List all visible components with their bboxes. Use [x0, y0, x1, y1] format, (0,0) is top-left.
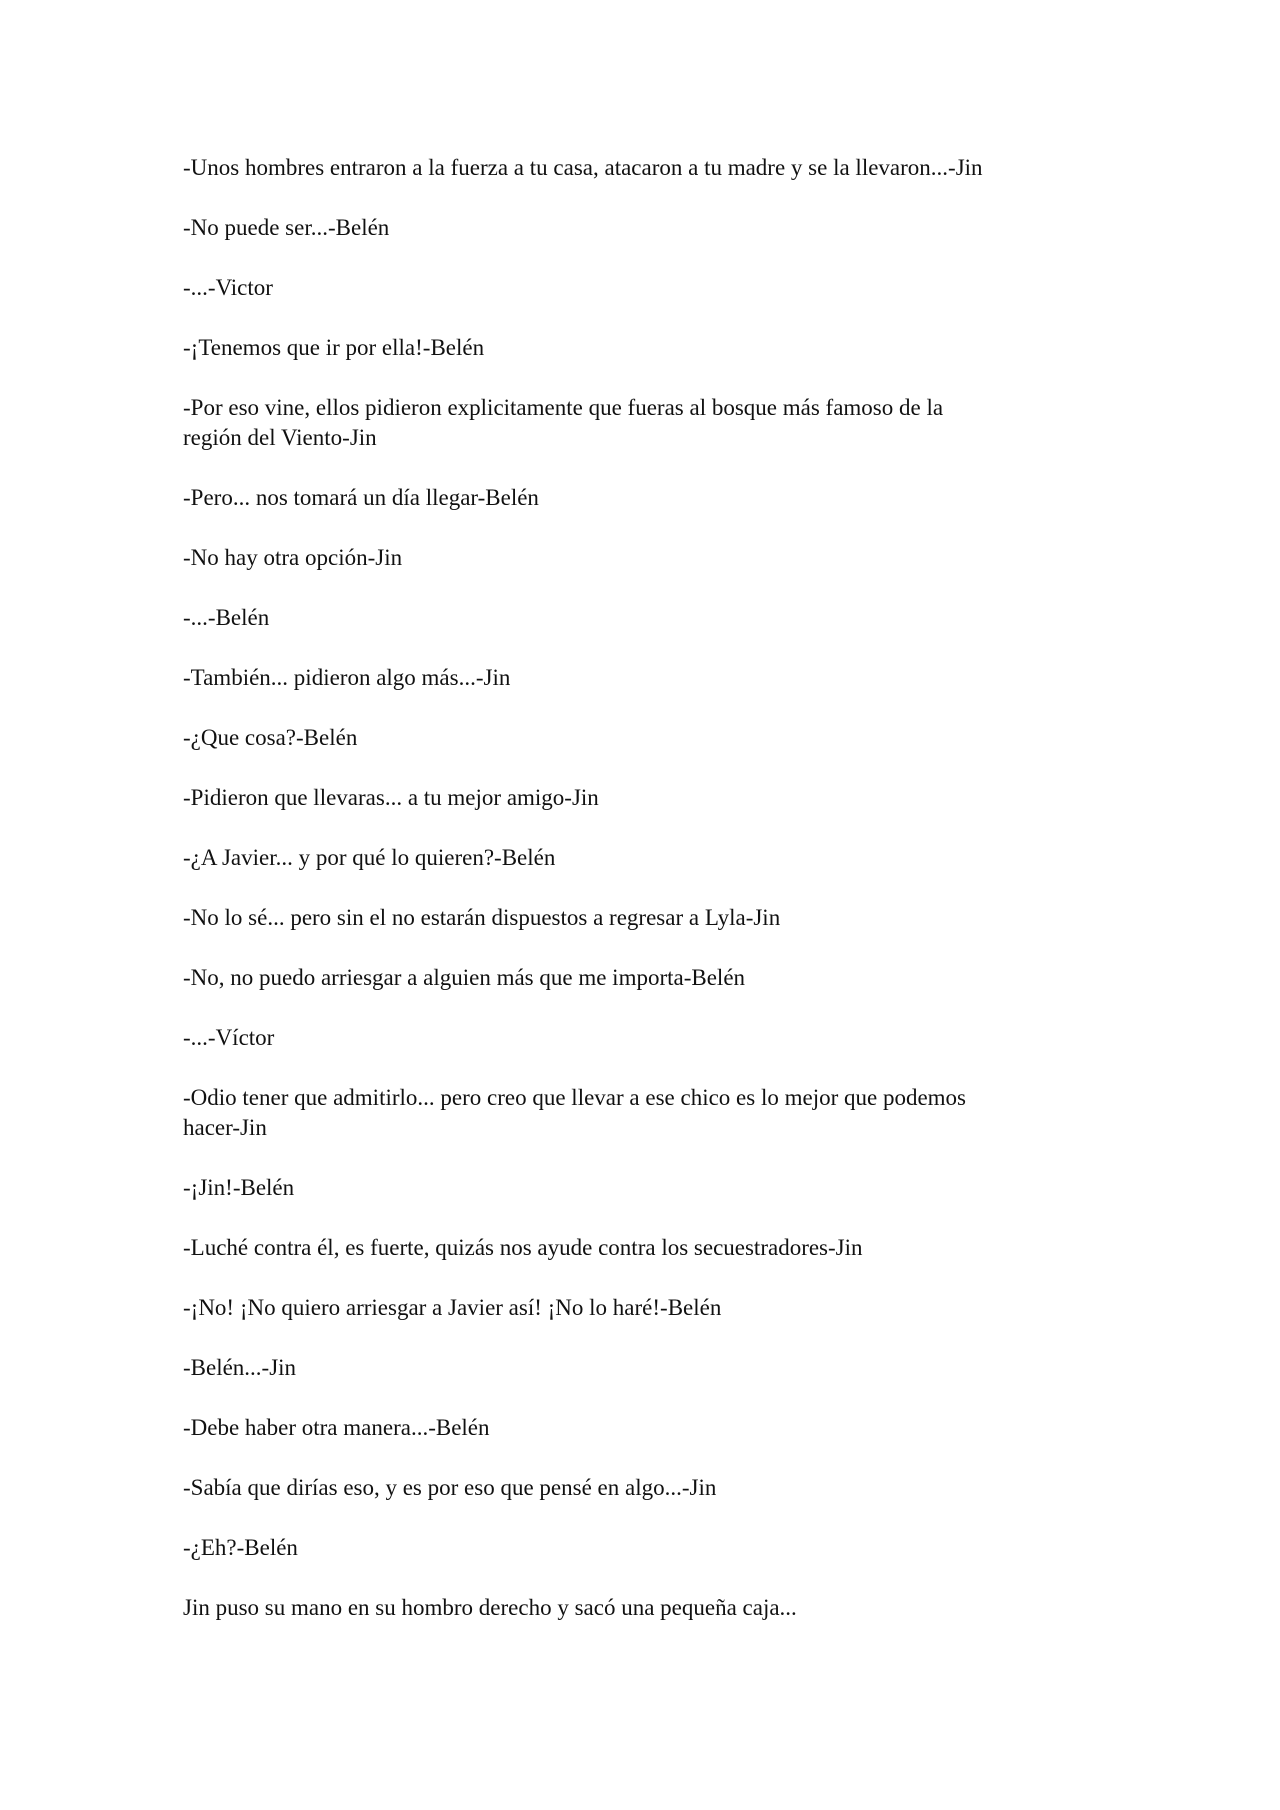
text-line: región del Viento-Jin	[183, 425, 377, 450]
text-line: -No lo sé... pero sin el no estarán dispuestos a regresar a Lyla-Jin	[183, 905, 781, 930]
text-line: -¿Que cosa?-Belén	[183, 725, 358, 750]
dialogue-paragraph	[183, 1173, 1143, 1203]
dialogue-paragraph	[183, 843, 1143, 873]
text-line: -...-Belén	[183, 605, 270, 630]
dialogue-paragraph	[183, 903, 1143, 933]
dialogue-paragraph	[183, 1473, 1143, 1503]
text-line: -...-Victor	[183, 275, 273, 300]
text-line: -¡Tenemos que ir por ella!-Belén	[183, 335, 485, 360]
dialogue-paragraph	[183, 213, 1143, 243]
text-line: -Unos hombres entraron a la fuerza a tu casa, atacaron a tu madre y se la llevaron...-Jin	[183, 155, 983, 180]
text-line: -Sabía que dirías eso, y es por eso que pensé en algo...-Jin	[183, 1475, 717, 1500]
text-line: -También... pidieron algo más...-Jin	[183, 665, 511, 690]
dialogue-paragraph	[183, 663, 1143, 693]
text-line: hacer-Jin	[183, 1115, 267, 1140]
dialogue-paragraph	[183, 783, 1143, 813]
dialogue-paragraph	[183, 1593, 1143, 1623]
dialogue-paragraph	[183, 273, 1143, 303]
text-line: -No, no puedo arriesgar a alguien más que me importa-Belén	[183, 965, 746, 990]
text-line: -...-Víctor	[183, 1025, 275, 1050]
text-line: -¿A Javier... y por qué lo quieren?-Belén	[183, 845, 556, 870]
text-line: -¡Jin!-Belén	[183, 1175, 295, 1200]
dialogue-paragraph	[183, 153, 1143, 183]
text-line: -Pero... nos tomará un día llegar-Belén	[183, 485, 539, 510]
text-line: -Luché contra él, es fuerte, quizás nos ayude contra los secuestradores-Jin	[183, 1235, 863, 1260]
dialogue-paragraph	[183, 1413, 1143, 1443]
text-line: -¿Eh?-Belén	[183, 1535, 298, 1560]
dialogue-paragraph	[183, 393, 1143, 453]
text-line: -Odio tener que admitirlo... pero creo que llevar a ese chico es lo mejor que podemos	[183, 1085, 966, 1110]
dialogue-paragraph	[183, 333, 1143, 363]
document-page	[183, 153, 1143, 1653]
dialogue-paragraph	[183, 543, 1143, 573]
text-line: -Pidieron que llevaras... a tu mejor amigo-Jin	[183, 785, 599, 810]
dialogue-paragraph	[183, 1023, 1143, 1053]
dialogue-paragraph	[183, 1233, 1143, 1263]
text-line: -Por eso vine, ellos pidieron explicitamente que fueras al bosque más famoso de la	[183, 395, 944, 420]
dialogue-paragraph	[183, 963, 1143, 993]
dialogue-paragraph	[183, 1293, 1143, 1323]
dialogue-paragraph	[183, 1533, 1143, 1563]
text-line: -Debe haber otra manera...-Belén	[183, 1415, 490, 1440]
text-line: Jin puso su mano en su hombro derecho y sacó una pequeña caja...	[183, 1595, 797, 1620]
text-line: -No puede ser...-Belén	[183, 215, 390, 240]
dialogue-paragraph	[183, 483, 1143, 513]
text-line: -No hay otra opción-Jin	[183, 545, 403, 570]
dialogue-paragraph	[183, 723, 1143, 753]
text-line: -Belén...-Jin	[183, 1355, 297, 1380]
dialogue-paragraph	[183, 603, 1143, 633]
dialogue-paragraph	[183, 1353, 1143, 1383]
text-line: -¡No! ¡No quiero arriesgar a Javier así! ¡No lo haré!-Belén	[183, 1295, 722, 1320]
dialogue-paragraph	[183, 1083, 1143, 1143]
